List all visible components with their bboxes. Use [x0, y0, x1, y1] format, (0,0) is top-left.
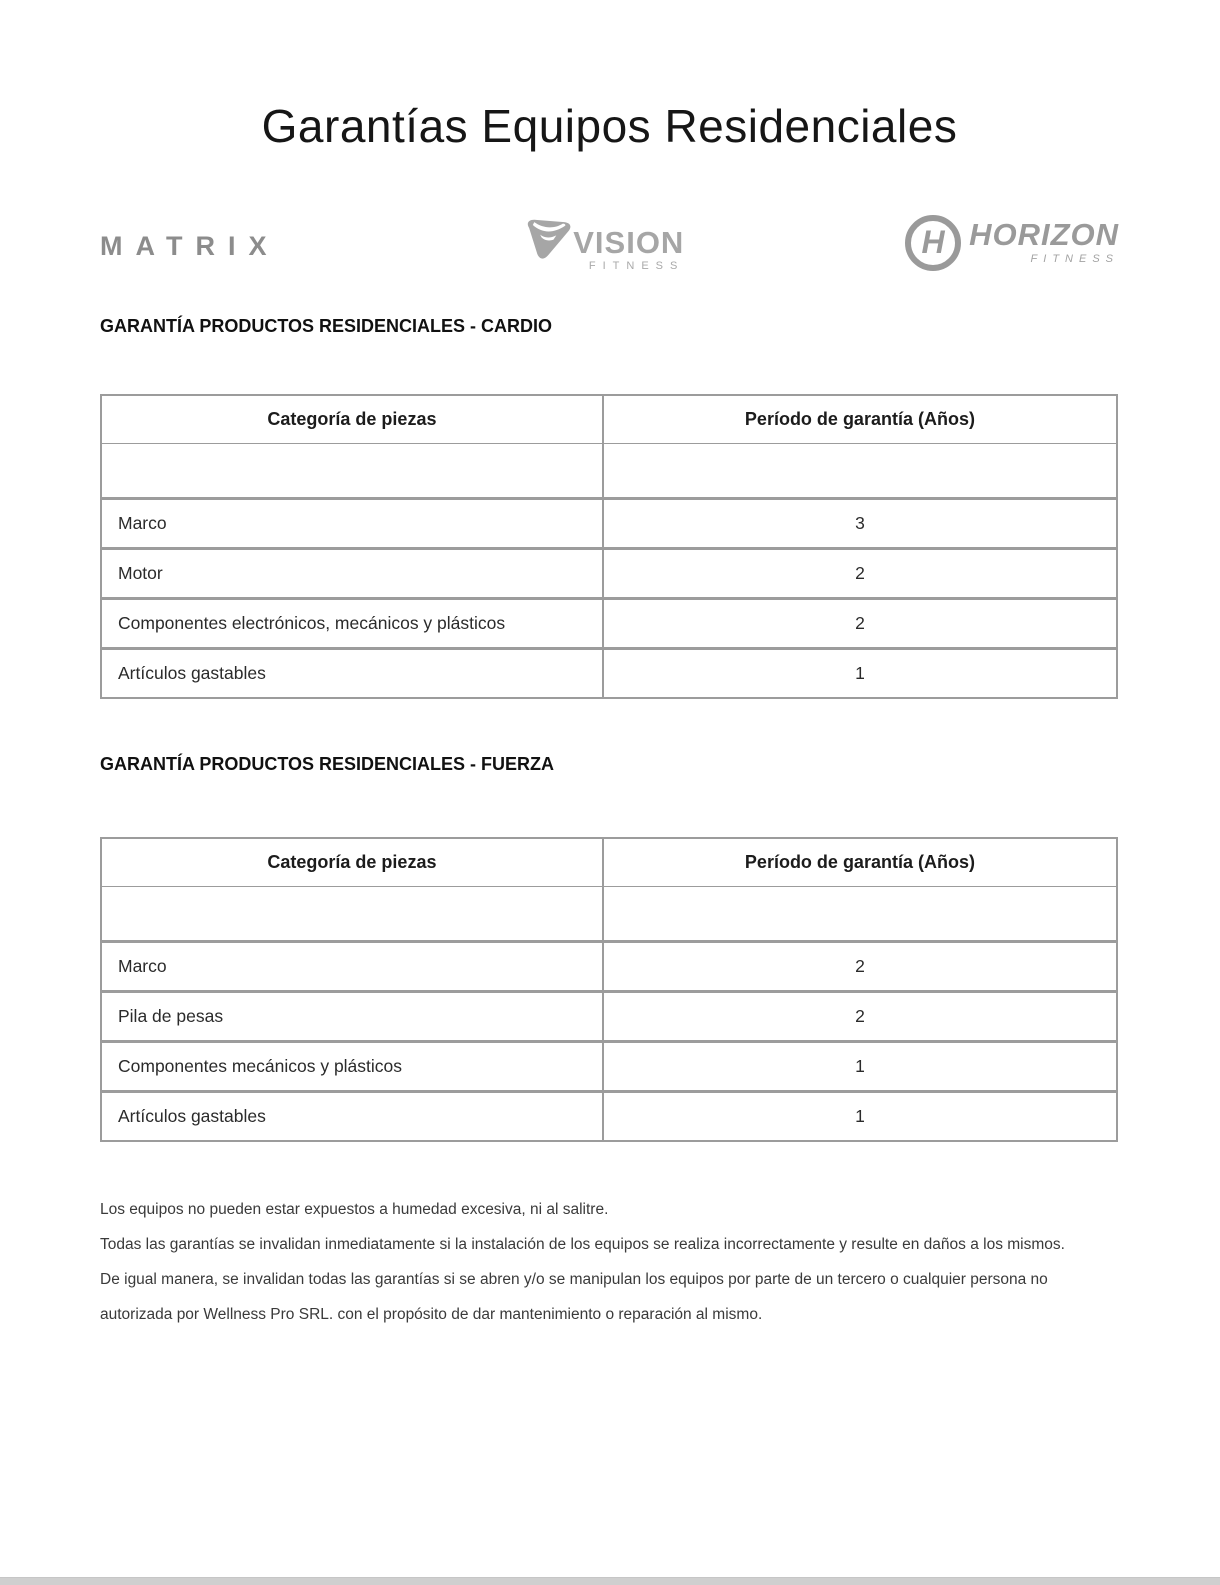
empty-cell	[603, 443, 1117, 498]
vision-logo-wordmark: VISION	[573, 224, 685, 260]
category-cell: Marco	[101, 498, 603, 548]
category-cell: Componentes mecánicos y plásticos	[101, 1041, 603, 1091]
fuerza-warranty-table	[100, 837, 1118, 1142]
column-header-category: Categoría de piezas	[101, 838, 603, 886]
note-paragraph-humidity: Los equipos no pueden estar expuestos a humedad excesiva, ni al salitre.	[100, 1201, 609, 1218]
horizon-circle-h-icon	[905, 215, 961, 271]
empty-cell	[603, 886, 1117, 941]
empty-cell	[101, 443, 603, 498]
empty-cell	[101, 886, 603, 941]
horizon-logo-wordmark: HORIZON	[969, 217, 1119, 252]
table-header-row	[101, 838, 1117, 886]
horizon-badge-letter: H	[921, 223, 945, 260]
years-cell: 1	[603, 1091, 1117, 1141]
category-cell: Artículos gastables	[101, 648, 603, 698]
table-row	[101, 548, 1117, 598]
vision-logo-subtext: FITNESS	[588, 259, 685, 272]
category-cell: Marco	[101, 941, 603, 991]
category-cell: Pila de pesas	[101, 991, 603, 1041]
years-cell: 3	[603, 498, 1117, 548]
cardio-warranty-table	[100, 394, 1118, 699]
category-cell: Motor	[101, 548, 603, 598]
table-row	[101, 1091, 1117, 1141]
vision-logo-text-block	[573, 224, 685, 272]
horizon-logo-subtext: FITNESS	[1030, 253, 1119, 265]
years-cell: 2	[603, 941, 1117, 991]
table-row	[101, 598, 1117, 648]
table-header-row	[101, 395, 1117, 443]
horizontal-scrollbar[interactable]	[0, 1577, 1220, 1585]
footer-notes	[100, 1192, 1118, 1332]
vision-shield-swoosh-icon	[524, 213, 571, 265]
table-row	[101, 648, 1117, 698]
years-cell: 1	[603, 1041, 1117, 1091]
note-paragraph-tampering: De igual manera, se invalidan todas las garantías si se abren y/o se manipulan los equipos por parte de un tercero o cualquier persona no autorizada por Wellness Pro SRL. con el propósito de dar mantenimiento o reparación al mismo.	[100, 1271, 1048, 1323]
table-row	[101, 1041, 1117, 1091]
category-cell: Componentes electrónicos, mecánicos y plásticos	[101, 598, 603, 648]
section-heading-fuerza: GARANTÍA PRODUCTOS RESIDENCIALES - FUERZA	[100, 754, 555, 774]
category-cell: Artículos gastables	[101, 1091, 603, 1141]
scrollbar-thumb[interactable]	[0, 1577, 1220, 1585]
horizon-logo	[905, 215, 1119, 271]
horizon-logo-text-block	[969, 217, 1119, 265]
page-title: Garantías Equipos Residenciales	[261, 100, 958, 152]
table-row	[101, 991, 1117, 1041]
years-cell: 1	[603, 648, 1117, 698]
matrix-logo: MATRIX	[100, 230, 280, 261]
years-cell: 2	[603, 548, 1117, 598]
empty-spacer-row	[101, 443, 1117, 498]
years-cell: 2	[603, 991, 1117, 1041]
note-paragraph-installation: Todas las garantías se invalidan inmediatamente si la instalación de los equipos se realiza incorrectamente y resulte en daños a los mismos.	[100, 1236, 1065, 1253]
section-heading-cardio: GARANTÍA PRODUCTOS RESIDENCIALES - CARDIO	[100, 316, 553, 336]
empty-spacer-row	[101, 886, 1117, 941]
column-header-period: Período de garantía (Años)	[603, 838, 1117, 886]
table-row	[101, 498, 1117, 548]
column-header-category: Categoría de piezas	[101, 395, 603, 443]
column-header-period: Período de garantía (Años)	[603, 395, 1117, 443]
years-cell: 2	[603, 598, 1117, 648]
table-row	[101, 941, 1117, 991]
brand-logo-row	[100, 210, 1119, 276]
vision-logo	[524, 215, 684, 272]
